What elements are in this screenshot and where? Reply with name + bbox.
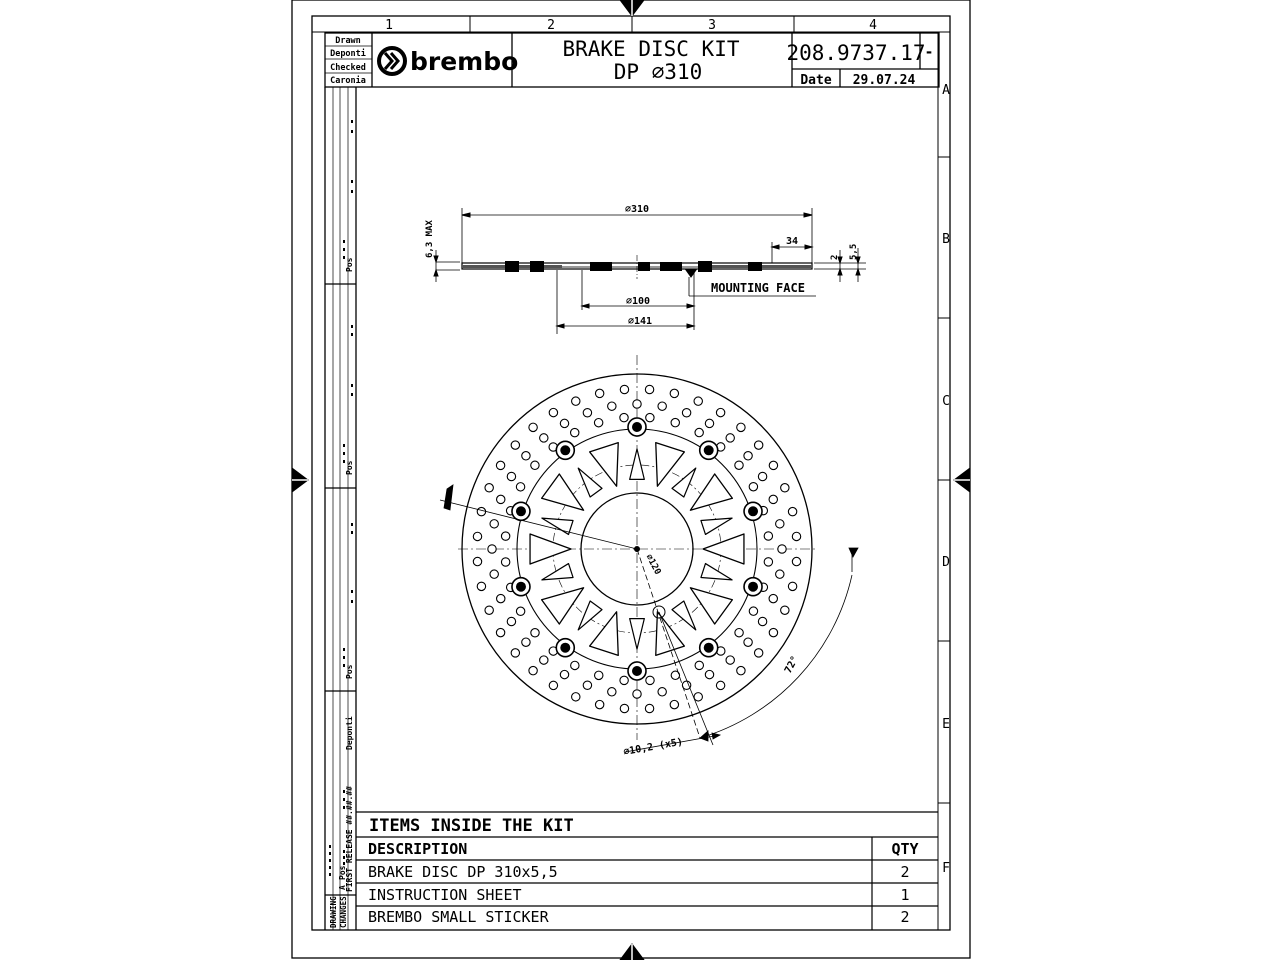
strip-changes: CHANGES — [339, 896, 348, 928]
disc-hole — [758, 617, 766, 625]
disc-hole — [531, 461, 539, 469]
zone-col-1: 1 — [385, 18, 393, 33]
disc-hole — [511, 649, 519, 657]
disc-hole — [572, 397, 580, 405]
mounting-face-label: MOUNTING FACE — [711, 281, 805, 295]
strip-dot — [343, 240, 345, 243]
disc-hole — [501, 532, 509, 540]
disc-hole — [726, 656, 734, 664]
strip-dot — [351, 120, 353, 123]
strip-drawing: DRAWING — [329, 896, 338, 928]
disc-hole — [695, 661, 703, 669]
disc-hole — [633, 690, 641, 698]
strip-dot — [343, 656, 345, 659]
floating-button-core — [749, 507, 758, 516]
disc-hole — [477, 582, 485, 590]
strip-dot — [351, 393, 353, 396]
title-line2: DP ∅310 — [613, 60, 703, 84]
floating-button-core — [633, 423, 642, 432]
disc-hole — [620, 413, 628, 421]
disc-hole — [645, 385, 653, 393]
disc-hole — [549, 681, 557, 689]
disc-hole — [778, 545, 786, 553]
dim-max-thickness: 6,3 MAX — [425, 220, 435, 258]
disc-hole — [705, 419, 713, 427]
dim-flange: 34 — [785, 236, 799, 247]
disc-hole — [490, 520, 498, 528]
strip-dot — [351, 531, 353, 534]
disc-hole — [792, 532, 800, 540]
zone-row-F: F — [942, 861, 950, 876]
disc-hole — [792, 557, 800, 565]
disc-hole — [776, 570, 784, 578]
disc-hole — [507, 617, 515, 625]
strip-dot — [343, 648, 345, 651]
disc-hole — [572, 693, 580, 701]
strip-dot — [351, 384, 353, 387]
disc-hole — [595, 389, 603, 397]
disc-hole — [594, 419, 602, 427]
disc-hole — [645, 704, 653, 712]
role-checked: Checked — [330, 63, 366, 73]
title-line1: BRAKE DISC KIT — [562, 37, 740, 61]
zone-row-D: D — [942, 555, 950, 570]
strip-pos-3: Pos — [345, 664, 354, 679]
dim-bolt-circle: ∅120 — [643, 552, 663, 577]
disc-hole — [646, 676, 654, 684]
disc-hole — [658, 402, 666, 410]
disc-hole — [670, 389, 678, 397]
disc-hole — [735, 628, 743, 636]
disc-hole — [658, 688, 666, 696]
item-description-3: BREMBO SMALL STICKER — [368, 908, 549, 926]
disc-hole — [560, 419, 568, 427]
role-drawn: Drawn — [335, 36, 361, 46]
disc-hole — [571, 661, 579, 669]
disc-hole — [671, 418, 679, 426]
disc-hole — [670, 700, 678, 708]
dim-step: 2 — [830, 254, 840, 260]
disc-hole — [754, 441, 762, 449]
disc-hole — [694, 693, 702, 701]
disc-hole — [769, 594, 777, 602]
strip-pos-1: Pos — [345, 257, 354, 272]
disc-hole — [511, 441, 519, 449]
disc-hole — [529, 666, 537, 674]
zone-col-4: 4 — [869, 18, 877, 33]
floating-button-core — [704, 643, 713, 652]
disc-hole — [744, 638, 752, 646]
header-description: DESCRIPTION — [368, 840, 468, 858]
disc-hole — [764, 558, 772, 566]
disc-hole — [781, 484, 789, 492]
disc-hole — [764, 532, 772, 540]
strip-dot — [343, 444, 345, 447]
disc-hole — [473, 532, 481, 540]
zone-row-C: C — [942, 394, 950, 409]
disc-hole — [497, 594, 505, 602]
disc-hole — [749, 607, 757, 615]
role-caronia: Caronia — [330, 76, 366, 86]
strip-first-release: FIRST RELEASE ##.##.## — [345, 786, 354, 892]
strip-a-label: A — [338, 885, 347, 890]
disc-hole — [758, 472, 766, 480]
disc-hole — [737, 423, 745, 431]
disc-hole — [726, 434, 734, 442]
disc-hole — [769, 628, 777, 636]
disc-hole — [571, 428, 579, 436]
floating-button-core — [561, 446, 570, 455]
disc-hole — [608, 688, 616, 696]
disc-hole — [529, 423, 537, 431]
dim-overall-dia: ∅310 — [624, 204, 650, 215]
disc-hole — [694, 397, 702, 405]
disc-hole — [737, 666, 745, 674]
role-deponti: Deponti — [330, 49, 366, 59]
strip-dot — [351, 333, 353, 336]
item-qty-1: 2 — [900, 863, 910, 881]
header-qty: QTY — [891, 840, 919, 858]
disc-hole — [560, 670, 568, 678]
floating-button-core — [704, 446, 713, 455]
floating-button-core — [749, 582, 758, 591]
strip-dot — [351, 180, 353, 183]
item-qty-2: 1 — [900, 886, 910, 904]
disc-hole — [485, 484, 493, 492]
disc-hole — [646, 413, 654, 421]
disc-hole — [754, 649, 762, 657]
dim-thickness: 5,5 — [849, 243, 859, 260]
strip-dot — [351, 600, 353, 603]
items-title: ITEMS INSIDE THE KIT — [369, 816, 574, 836]
strip-dot — [351, 130, 353, 133]
disc-hole — [497, 495, 505, 503]
disc-hole — [716, 408, 724, 416]
disc-hole — [540, 656, 548, 664]
disc-hole — [516, 607, 524, 615]
disc-hole — [620, 385, 628, 393]
strip-dot — [329, 845, 331, 848]
disc-hole — [549, 408, 557, 416]
disc-hole — [788, 582, 796, 590]
disc-hole — [735, 461, 743, 469]
strip-pos-bottom: Pos — [338, 865, 347, 880]
disc-hole — [496, 461, 504, 469]
strip-dot — [329, 866, 331, 869]
disc-hole — [540, 434, 548, 442]
disc-hole — [595, 671, 603, 679]
dim-angle: 72° — [782, 654, 802, 676]
disc-hole — [716, 681, 724, 689]
dim-inner-dia-2: ∅141 — [627, 316, 653, 327]
item-description-2: INSTRUCTION SHEET — [368, 886, 522, 904]
logo-text: brembo — [410, 47, 519, 76]
strip-dot — [351, 190, 353, 193]
item-description-1: BRAKE DISC DP 310x5,5 — [368, 863, 558, 881]
disc-hole — [507, 472, 515, 480]
strip-dot — [343, 248, 345, 251]
disc-hole — [695, 428, 703, 436]
disc-hole — [705, 670, 713, 678]
disc-hole — [781, 606, 789, 614]
zone-col-3: 3 — [708, 18, 716, 33]
disc-hole — [682, 409, 690, 417]
disc-hole — [496, 628, 504, 636]
zone-col-2: 2 — [547, 18, 555, 33]
disc-hole — [608, 402, 616, 410]
zone-row-E: E — [942, 717, 950, 732]
strip-dot — [329, 852, 331, 855]
strip-dot — [351, 325, 353, 328]
disc-hole — [769, 495, 777, 503]
dim-hole-callout: ∅10,2 (x5) — [622, 736, 684, 758]
floating-button-core — [561, 643, 570, 652]
disc-hole — [595, 700, 603, 708]
disc-hole — [522, 638, 530, 646]
disc-hole — [769, 461, 777, 469]
floating-button-core — [633, 667, 642, 676]
disc-hole — [473, 557, 481, 565]
strip-dot — [351, 590, 353, 593]
disc-hole — [620, 676, 628, 684]
strip-dot — [329, 873, 331, 876]
floating-button-core — [516, 582, 525, 591]
disc-hole — [485, 606, 493, 614]
item-qty-3: 2 — [900, 908, 910, 926]
disc-hole — [531, 629, 539, 637]
disc-hole — [522, 452, 530, 460]
strip-dot — [351, 523, 353, 526]
disc-hole — [776, 520, 784, 528]
disc-hole — [488, 545, 496, 553]
date-value: 29.07.24 — [852, 73, 916, 88]
floating-button-core — [516, 507, 525, 516]
revision: - — [924, 43, 934, 61]
disc-hole — [501, 558, 509, 566]
zone-row-B: B — [942, 232, 950, 247]
disc-hole — [490, 570, 498, 578]
disc-hole — [744, 452, 752, 460]
disc-hole — [620, 704, 628, 712]
disc-hole — [788, 507, 796, 515]
dim-inner-dia-1: ∅100 — [625, 296, 651, 307]
strip-dot — [329, 859, 331, 862]
disc-hole — [583, 681, 591, 689]
disc-hole — [633, 400, 641, 408]
strip-dot — [343, 452, 345, 455]
disc-hole — [477, 507, 485, 515]
date-label: Date — [800, 73, 832, 88]
part-number: 208.9737.17 — [786, 41, 926, 65]
disc-hole — [516, 483, 524, 491]
strip-pos-2: Pos — [345, 460, 354, 475]
disc-hole — [583, 409, 591, 417]
zone-row-A: A — [942, 83, 950, 98]
strip-deponti: Deponti — [345, 716, 354, 750]
disc-hole — [749, 483, 757, 491]
